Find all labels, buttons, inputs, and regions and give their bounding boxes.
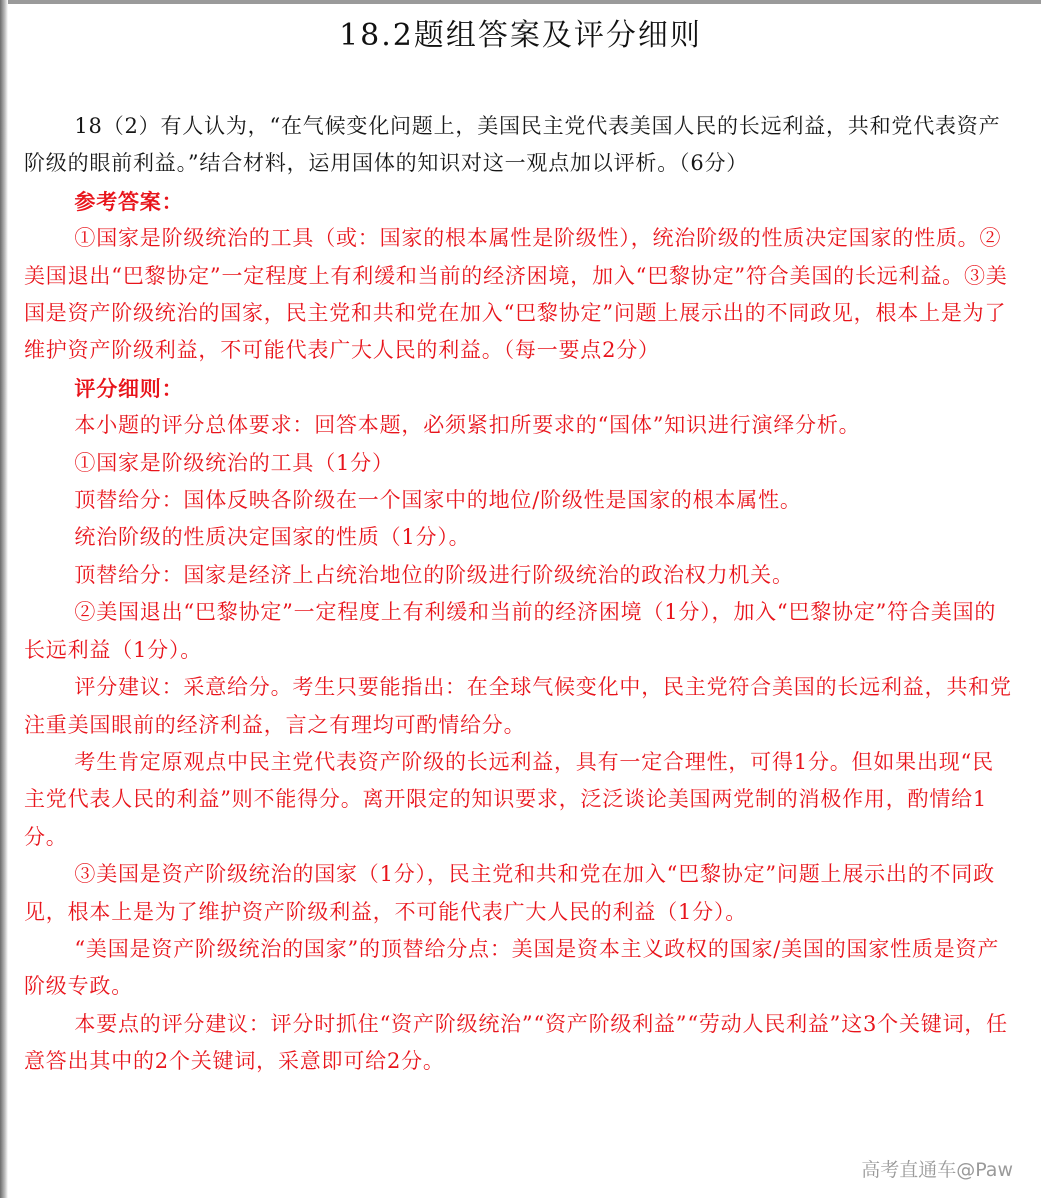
watermark: 高考直通车@Paw [861, 1159, 1013, 1181]
rubric-heading: 评分细则： [74, 375, 184, 401]
rubric-item: “美国是资产阶级统治的国家”的顶替给分点：美国是资本主义政权的国家/美国的国家性质是资产阶级专政。 [24, 936, 1000, 999]
document-body [24, 108, 1014, 1081]
rubric-item: 顶替给分：国家是经济上占统治地位的阶级进行阶级统治的政治权力机关。 [74, 562, 794, 587]
rubric-item: 本小题的评分总体要求：回答本题，必须紧扣所要求的“国体”知识进行演绎分析。 [74, 413, 861, 438]
rubric-item: 考生肯定原观点中民主党代表资产阶级的长远利益，具有一定合理性，可得1分。但如果出现“民主党代表人民的利益”则不能得分。离开限定的知识要求，泛泛谈论美国两党制的消极作用，酌情给1分。 [24, 749, 994, 849]
page-title: 18.2题组答案及评分细则 [339, 18, 702, 53]
answer-text: ①国家是阶级统治的工具（或：国家的根本属性是阶级性），统治阶级的性质决定国家的性质。②美国退出“巴黎协定”一定程度上有利缓和当前的经济困境，加入“巴黎协定”符合美国的长远利益。③美国是资产阶级统治的国家，民主党和共和党在加入“巴黎协定”问题上展示出的不同政见，根本上是为了维护资产阶级利益，不可能代表广大人民的利益。（每一要点2分） [24, 226, 1008, 363]
rubric-item: ①国家是阶级统治的工具（1分） [74, 450, 394, 475]
rubric-item: 本要点的评分建议：评分时抓住“资产阶级统治”“资产阶级利益”“劳动人民利益”这3个关键词，任意答出其中的2个关键词，采意即可给2分。 [24, 1011, 1008, 1074]
page-left-edge-shadow [0, 0, 8, 1198]
question-text: 18（2）有人认为，“在气候变化问题上，美国民主党代表美国人民的长远利益，共和党代表资产阶级的眼前利益。”结合材料，运用国体的知识对这一观点加以评析。（6分） [24, 114, 1001, 176]
rubric-item: ③美国是资产阶级统治的国家（1分），民主党和共和党在加入“巴黎协定”问题上展示出的不同政见，根本上是为了维护资产阶级利益，不可能代表广大人民的利益（1分）。 [24, 862, 995, 924]
top-border [0, 0, 1041, 4]
rubric-item: ②美国退出“巴黎协定”一定程度上有利缓和当前的经济困境（1分），加入“巴黎协定”符合美国的长远利益（1分）。 [24, 600, 997, 662]
rubric-item: 统治阶级的性质决定国家的性质（1分）。 [74, 525, 471, 550]
answer-heading: 参考答案： [74, 188, 184, 214]
rubric-item: 顶替给分：国体反映各阶级在一个国家中的地位/阶级性是国家的根本属性。 [74, 488, 802, 513]
rubric-item: 评分建议：采意给分。考生只要能指出：在全球气候变化中，民主党符合美国的长远利益，共和党注重美国眼前的经济利益，言之有理均可酌情给分。 [24, 675, 1012, 737]
